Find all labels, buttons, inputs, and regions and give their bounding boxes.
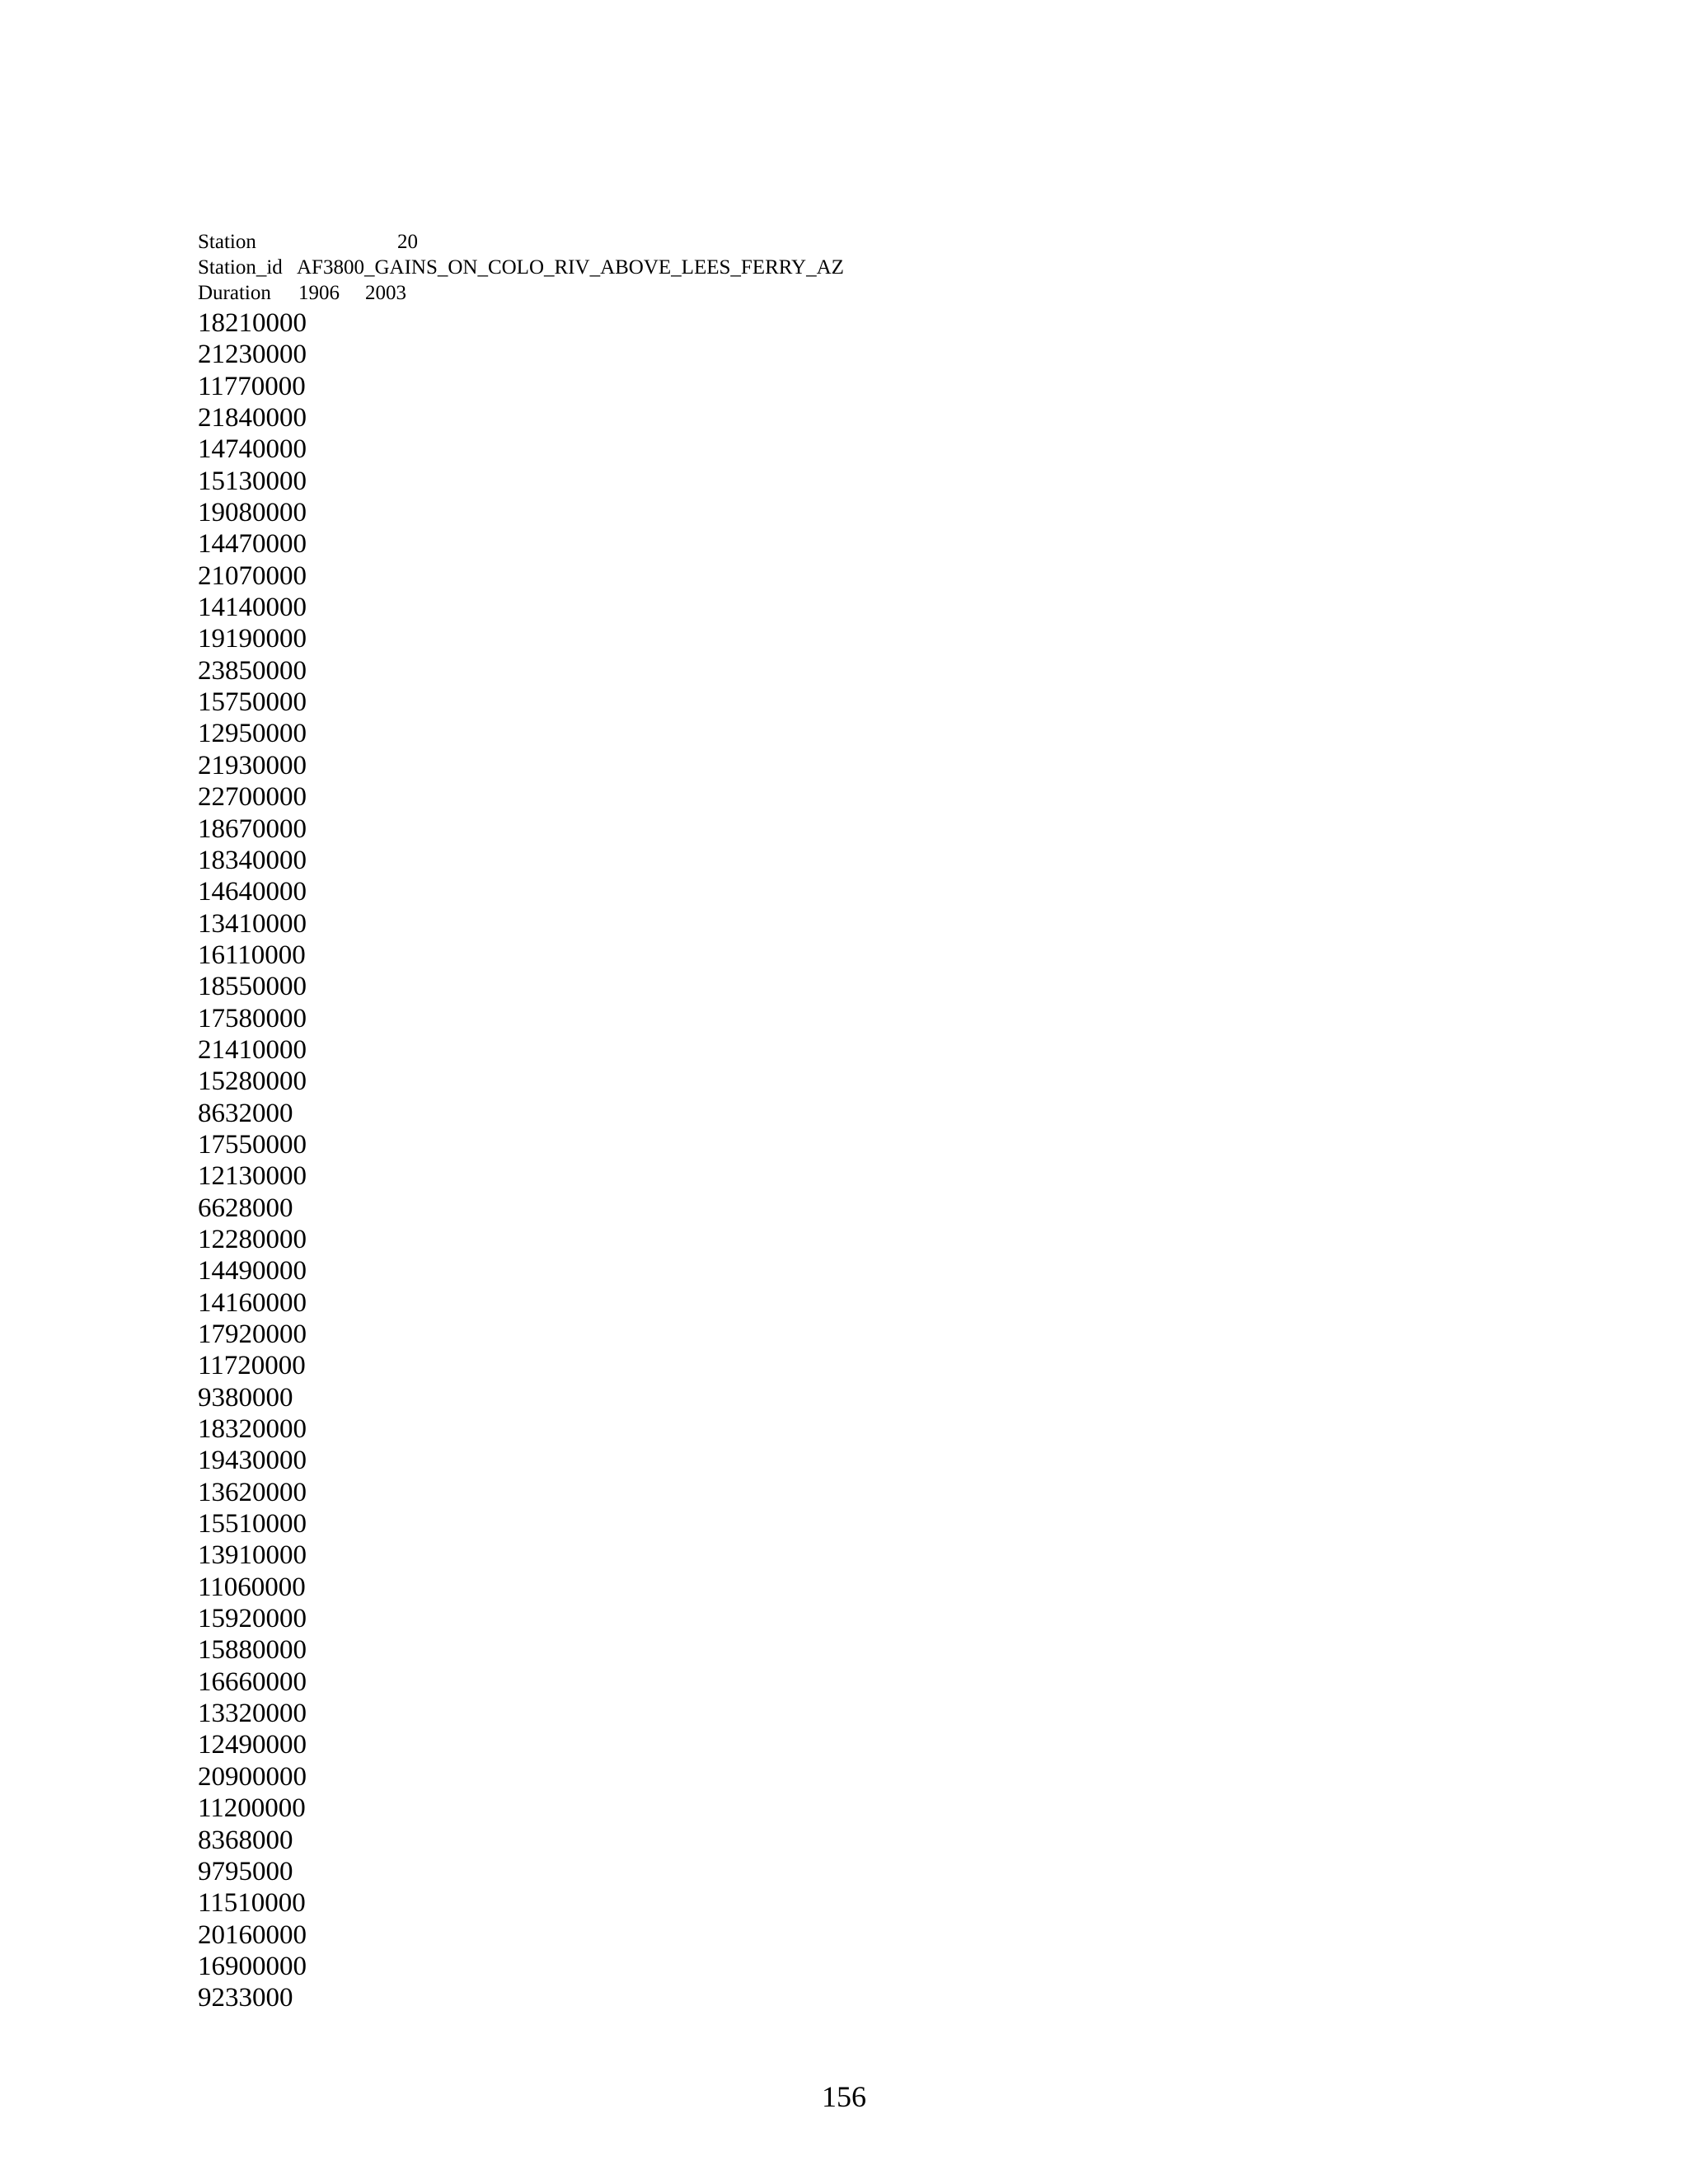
value-row: 15880000	[198, 1635, 307, 1666]
value-row: 11200000	[198, 1793, 306, 1824]
value-row: 11060000	[198, 1572, 306, 1602]
value-row: 8632000	[198, 1098, 293, 1128]
value-row: 13620000	[198, 1477, 307, 1507]
value-row: 18670000	[198, 813, 307, 844]
value-row: 16110000	[198, 940, 306, 970]
station-value: 20	[397, 231, 418, 253]
duration-end-year: 2003	[365, 282, 406, 304]
station-id-label: Station_id	[198, 256, 283, 279]
value-row: 21840000	[198, 403, 307, 434]
value-row: 18320000	[198, 1414, 307, 1445]
value-row: 15510000	[198, 1509, 307, 1540]
value-row: 12950000	[198, 719, 307, 749]
flow-values-list	[198, 307, 307, 2014]
value-row: 14470000	[198, 529, 307, 560]
value-row: 14740000	[198, 434, 307, 465]
value-row: 16900000	[198, 1951, 307, 1981]
value-row: 13910000	[198, 1540, 307, 1571]
value-row: 20160000	[198, 1919, 307, 1950]
value-row: 8368000	[198, 1825, 293, 1855]
value-row: 9795000	[198, 1856, 293, 1886]
value-row: 15750000	[198, 687, 307, 718]
value-row: 18210000	[198, 308, 307, 338]
value-row: 12130000	[198, 1161, 307, 1192]
value-row: 15920000	[198, 1604, 307, 1634]
value-row: 9233000	[198, 1983, 293, 2013]
value-row: 19190000	[198, 624, 307, 654]
value-row: 17550000	[198, 1129, 307, 1160]
value-row: 21410000	[198, 1034, 307, 1065]
page-number: 156	[822, 2080, 866, 2113]
value-row: 21070000	[198, 560, 307, 591]
value-row: 21230000	[198, 340, 307, 370]
duration-label: Duration	[198, 282, 271, 304]
value-row: 11510000	[198, 1888, 306, 1919]
station-label: Station	[198, 231, 256, 253]
value-row: 15130000	[198, 466, 307, 496]
value-row: 17920000	[198, 1319, 307, 1349]
value-row: 16660000	[198, 1666, 307, 1697]
station-id-value: AF3800_GAINS_ON_COLO_RIV_ABOVE_LEES_FERRY_AZ	[297, 256, 844, 279]
value-row: 13410000	[198, 908, 307, 939]
value-row: 22700000	[198, 782, 307, 813]
value-row: 23850000	[198, 655, 307, 686]
value-row: 9380000	[198, 1382, 293, 1413]
value-row: 19080000	[198, 498, 307, 528]
value-row: 19430000	[198, 1446, 307, 1476]
value-row: 14640000	[198, 877, 307, 907]
value-row: 12280000	[198, 1224, 307, 1254]
value-row: 13320000	[198, 1699, 307, 1729]
duration-start-year: 1906	[298, 282, 340, 304]
value-row: 20900000	[198, 1761, 307, 1792]
value-row: 14490000	[198, 1256, 307, 1286]
value-row: 6628000	[198, 1193, 293, 1223]
value-row: 11770000	[198, 371, 306, 401]
value-row: 14140000	[198, 593, 307, 623]
value-row: 15280000	[198, 1066, 307, 1097]
value-row: 14160000	[198, 1287, 307, 1318]
value-row: 12490000	[198, 1730, 307, 1760]
value-row: 18340000	[198, 845, 307, 875]
value-row: 21930000	[198, 750, 307, 780]
value-row: 17580000	[198, 1003, 307, 1033]
value-row: 18550000	[198, 972, 307, 1002]
value-row: 11720000	[198, 1351, 306, 1381]
